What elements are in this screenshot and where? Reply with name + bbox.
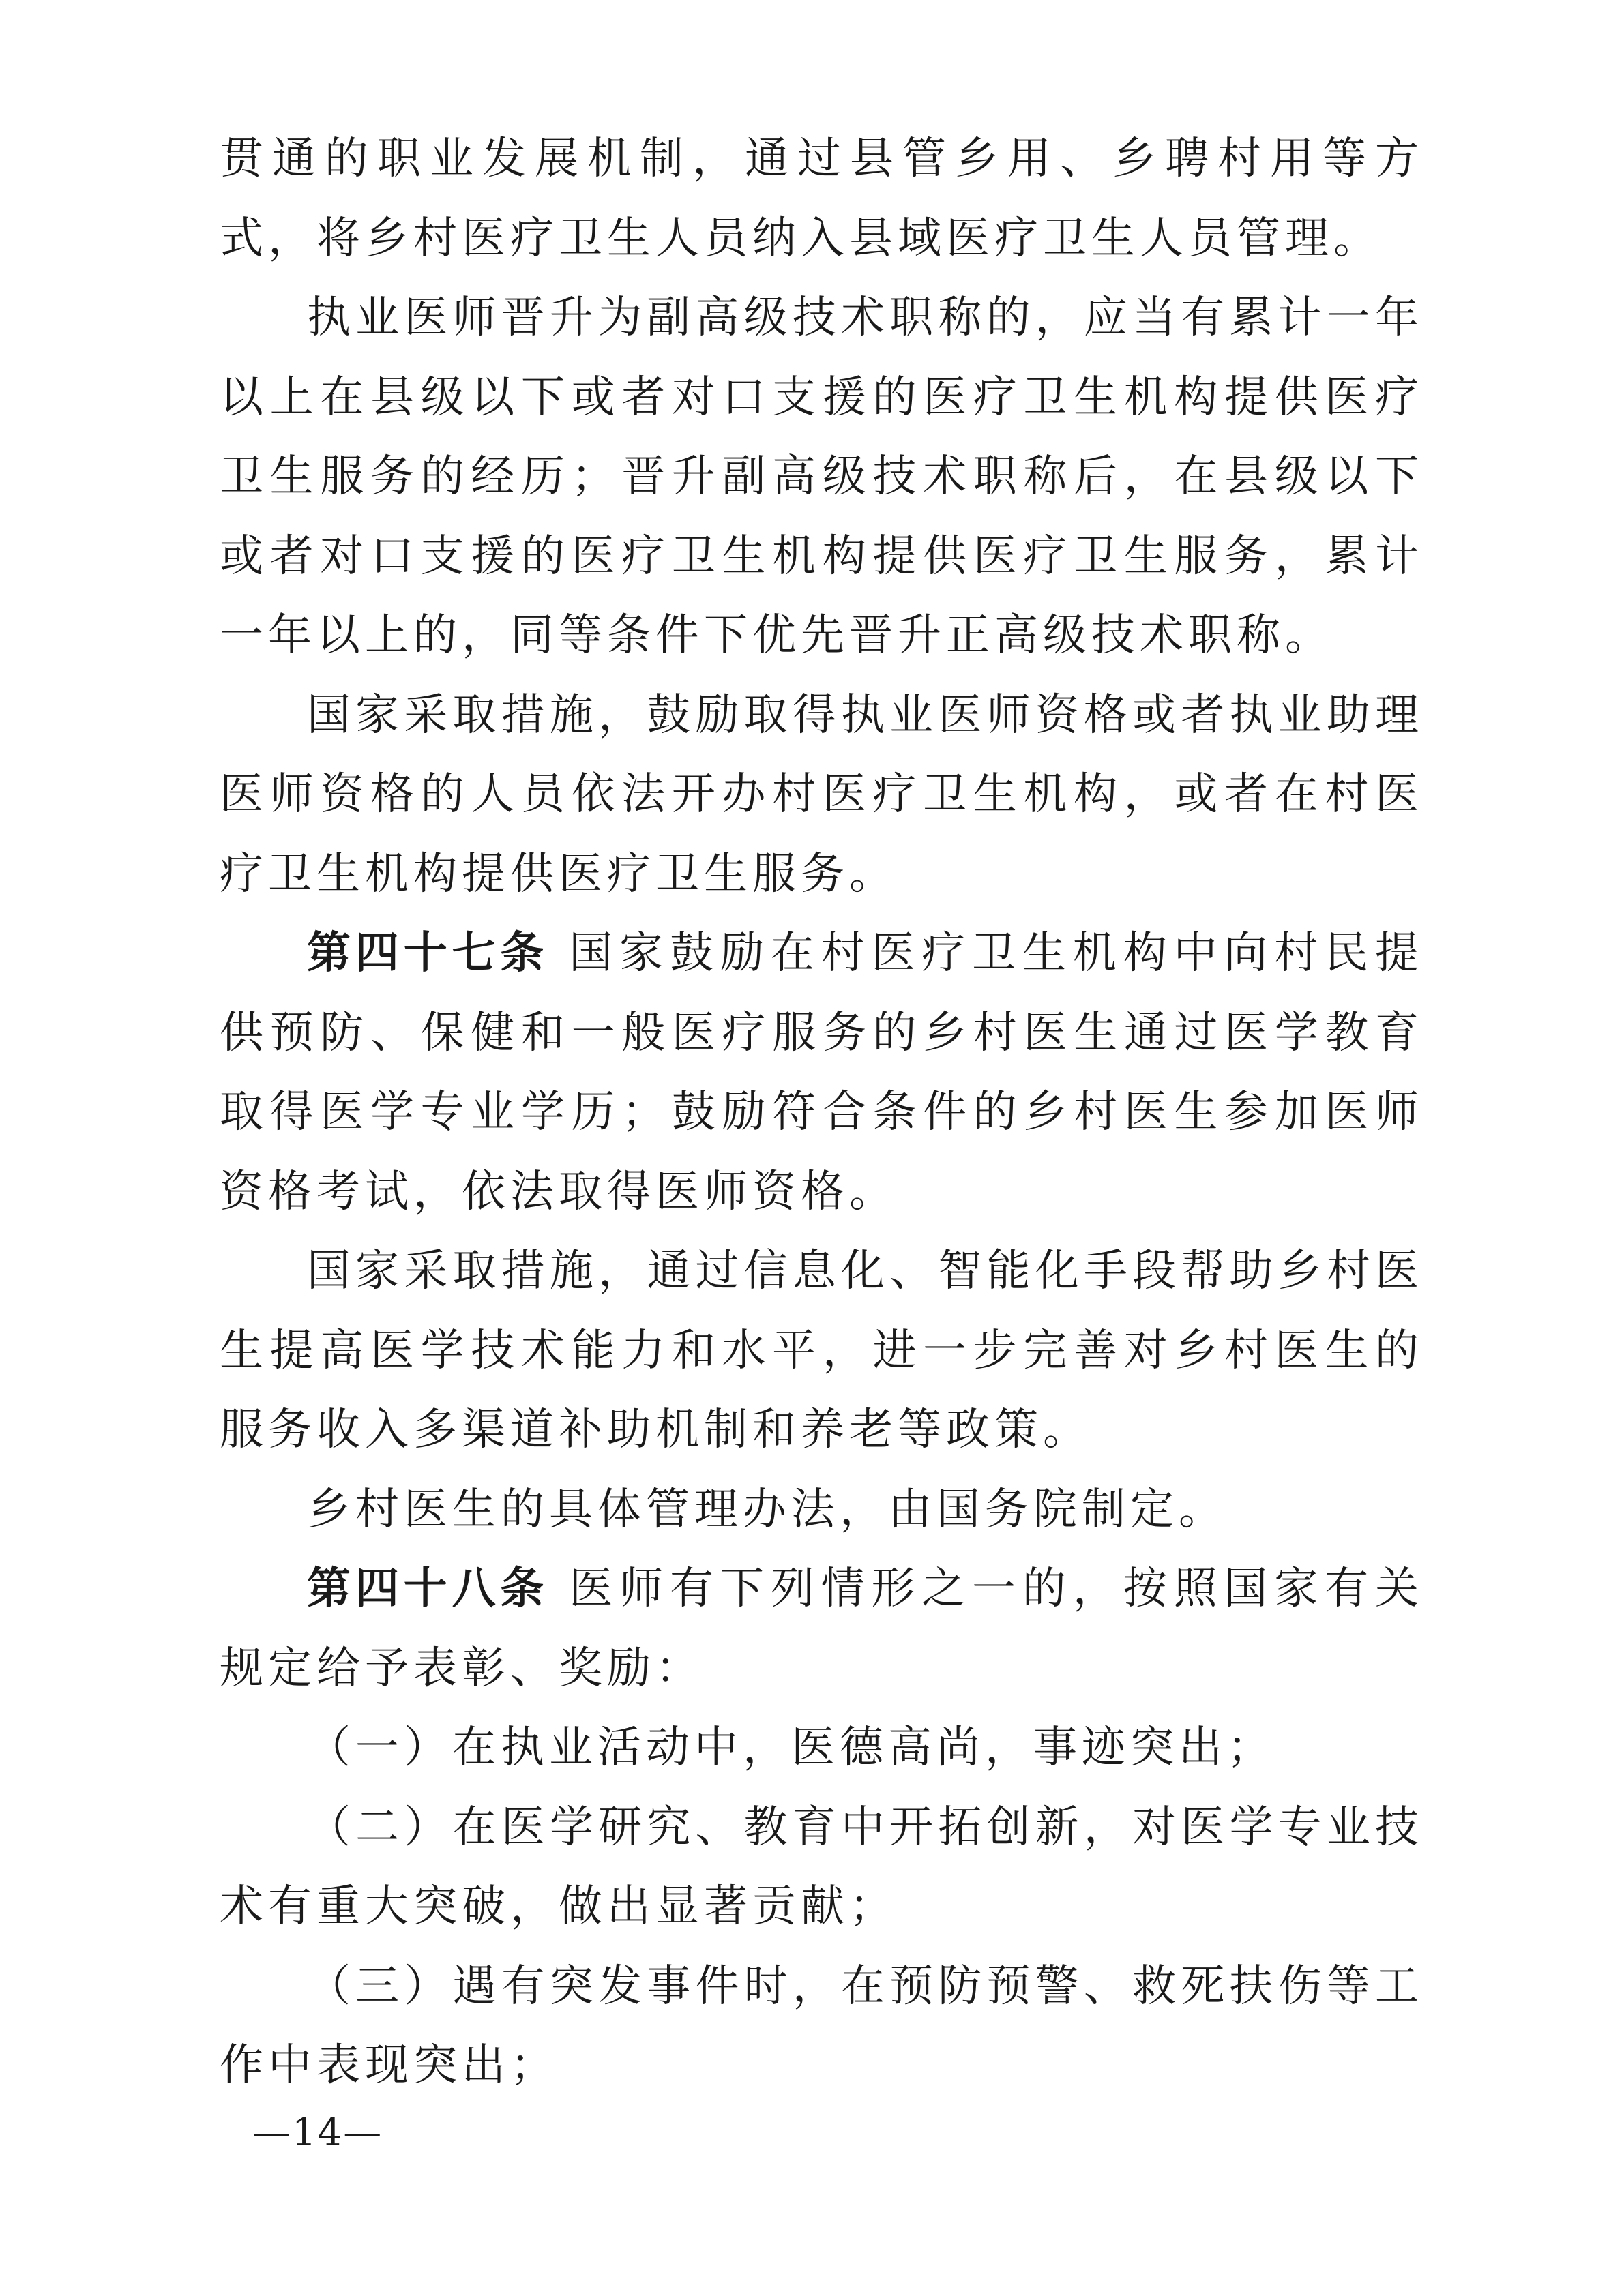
article-48-heading: 第四十八条 xyxy=(307,1564,549,1614)
list-item-2: （二）在医学研究、教育中开拓创新，对医学专业技术有重大突破，做出显著贡献； xyxy=(220,1802,1423,1932)
document-body xyxy=(220,119,1423,2106)
article-47-heading: 第四十七条 xyxy=(307,928,549,979)
page-number: —14— xyxy=(252,2111,383,2155)
paragraph-management-rules: 乡村医生的具体管理办法，由国务院制定。 xyxy=(307,1484,1227,1535)
paragraph-village-doctor-support: 国家采取措施，通过信息化、智能化手段帮助乡村医生提高医学技术能力和水平，进一步完善对乡村医生的服务收入多渠道补助机制和养老等政策。 xyxy=(220,1246,1423,1455)
paragraph-promotion: 执业医师晋升为副高级技术职称的，应当有累计一年以上在县级以下或者对口支援的医疗卫生机构提供医疗卫生服务的经历；晋升副高级技术职称后，在县级以下或者对口支援的医疗卫生机构提供医疗卫生服务，累计一年以上的，同等条件下优先晋升正高级技术职称。 xyxy=(220,293,1423,661)
article-47 xyxy=(220,914,1423,1232)
paragraph-continuation: 贯通的职业发展机制，通过县管乡用、乡聘村用等方式，将乡村医疗卫生人员纳入县域医疗卫生人员管理。 xyxy=(220,134,1423,264)
article-48 xyxy=(220,1549,1423,1708)
list-item-3: （三）遇有突发事件时，在预防预警、救死扶伤等工作中表现突出； xyxy=(220,1960,1423,2091)
paragraph-village-clinics: 国家采取措施，鼓励取得执业医师资格或者执业助理医师资格的人员依法开办村医疗卫生机构，或者在村医疗卫生机构提供医疗卫生服务。 xyxy=(220,689,1423,899)
list-item-1: （一）在执业活动中，医德高尚，事迹突出； xyxy=(307,1723,1275,1773)
article-47-text: 国家鼓励在村医疗卫生机构中向村民提供预防、保健和一般医疗服务的乡村医生通过医学教育取得医学专业学历；鼓励符合条件的乡村医生参加医师资格考试，依法取得医师资格。 xyxy=(220,928,1424,1217)
article-48-text: 医师有下列情形之一的，按照国家有关规定给予表彰、奖励： xyxy=(220,1564,1424,1694)
